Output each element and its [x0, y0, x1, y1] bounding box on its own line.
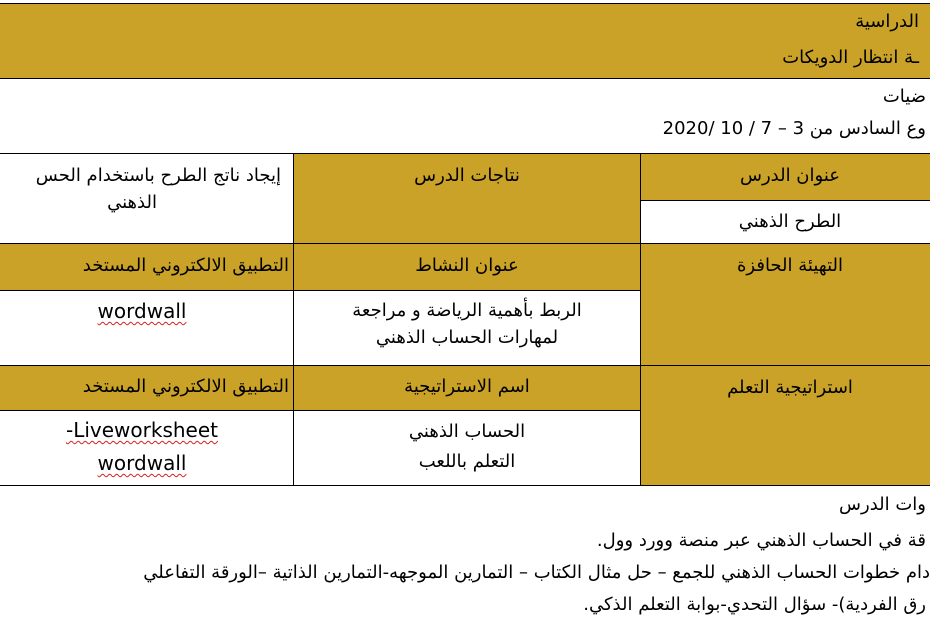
activity-line-2: لمهارات الحساب الذهني: [375, 327, 559, 348]
outcomes-label-cell: [293, 153, 641, 244]
activity-title-label: عنوان النشاط: [415, 255, 519, 276]
app-value-1-text: wordwall: [97, 299, 187, 323]
outcomes-line-1: إيجاد ناتج الطرح باستخدام الحس: [35, 165, 281, 186]
lesson-title-label-cell: [640, 153, 930, 201]
steps-line-2: دام خطوات الحساب الذهني للجمع – حل مثال الكتاب – التمارين الموجهه-التمارين الذاتية –الورقة التفاعلي: [143, 562, 930, 583]
strategy-label: استراتيجية التعلم: [727, 377, 853, 398]
lesson-title-value: الطرح الذهني: [738, 211, 842, 232]
lesson-title-value-cell: [640, 200, 930, 244]
app-value-2b-text: wordwall: [97, 451, 187, 475]
activity-value-cell: [293, 290, 641, 366]
activity-line-1: الربط بأهمية الرياضة و مراجعة: [352, 300, 582, 321]
app-value-1-cell: [0, 290, 294, 366]
steps-line-3: رق الفردية)- سؤال التحدي-بوابة التعلم الذكي.: [583, 594, 926, 615]
header-line-2: ـة انتظار الدويكات: [782, 47, 919, 68]
app-value-2a: [0, 418, 293, 442]
week-text: وع السادس من 3 – 7 / 10 /2020: [662, 118, 926, 139]
app-value-1: [0, 299, 293, 323]
app-value-2b: [0, 451, 293, 475]
steps-title: وات الدرس: [839, 494, 926, 515]
app-label-2: التطبيق الالكتروني المستخد: [82, 376, 289, 397]
app-label-1-cell: [0, 243, 294, 291]
header-band: [0, 3, 930, 79]
app-label-1: التطبيق الالكتروني المستخد: [82, 255, 289, 276]
strategy-name-label-cell: [293, 365, 641, 411]
strategy-value-cell: [293, 410, 641, 486]
outcomes-label: نتاجات الدرس: [414, 165, 520, 186]
app-value-2a-text: Liveworksheet-: [65, 418, 218, 442]
strategy-line-1: الحساب الذهني: [408, 421, 526, 442]
steps-line-1: قة في الحساب الذهني عبر منصة وورد وول.: [596, 530, 926, 551]
outcomes-line-2: الذهني: [107, 192, 157, 213]
outcomes-value-cell: [0, 153, 294, 244]
strategy-label-cell: [640, 365, 930, 486]
activity-title-label-cell: [293, 243, 641, 291]
app-label-2-cell: [0, 365, 294, 411]
app-value-2-cell: [0, 410, 294, 486]
strategy-line-2: التعلم باللعب: [418, 451, 516, 472]
warmup-label: التهيئة الحافزة: [736, 255, 843, 276]
header-line-1: الدراسية: [855, 11, 919, 32]
warmup-label-cell: [640, 243, 930, 366]
lesson-title-label: عنوان الدرس: [739, 165, 840, 186]
subject-text: ضيات: [882, 86, 926, 107]
strategy-name-label: اسم الاستراتيجية: [404, 376, 530, 397]
